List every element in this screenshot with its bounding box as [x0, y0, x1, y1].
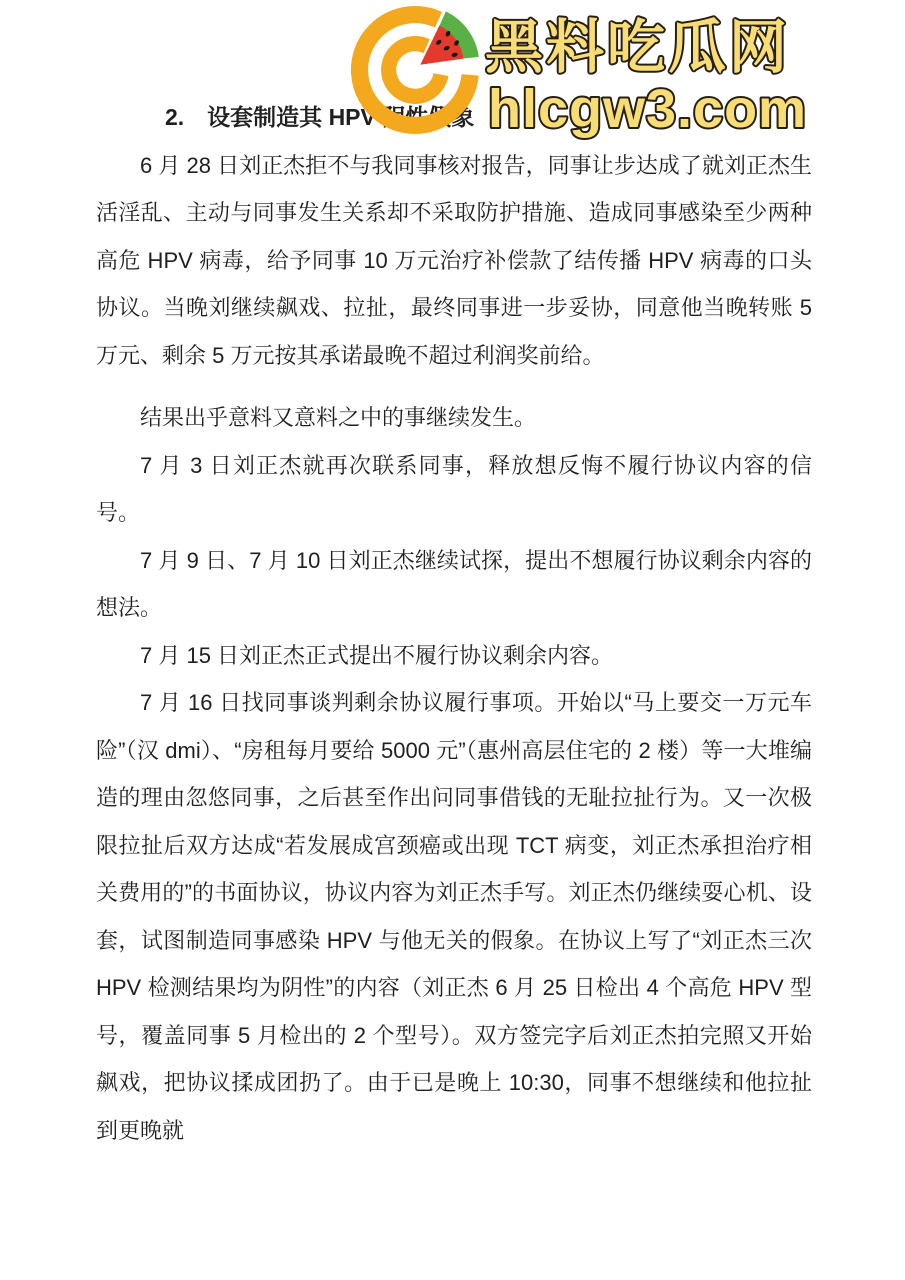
paragraph: 7 月 3 日刘正杰就再次联系同事，释放想反悔不履行协议内容的信号。: [96, 452, 812, 525]
watermark-svg: [345, 0, 807, 140]
paragraph: 7 月 9 日、7 月 10 日刘正杰继续试探，提出不想履行协议剩余内容的想法。: [96, 547, 812, 620]
section-heading: 2. 设套制造其 HPV 阴性假象: [165, 104, 475, 130]
paragraph: 7 月 15 日刘正杰正式提出不履行协议剩余内容。: [140, 642, 614, 668]
watermelon-logo-icon: [360, 9, 481, 125]
site-watermark: [345, 0, 807, 140]
document-content: [96, 94, 812, 1154]
site-url: hlcgw3.com: [488, 79, 807, 139]
paragraph: 结果出乎意料又意料之中的事继续发生。: [140, 405, 537, 430]
paragraph: 6 月 28 日刘正杰拒不与我同事核对报告，同事让步达成了就刘正杰生活淫乱、主动与同事发生关系却不采取防护措施、造成同事感染至少两种高危 HPV 病毒，给予同事 10 万元治疗补偿款了结传播 HPV 病毒的口头协议。当晚刘继续飙戏、拉扯，最终同事进一步妥协，同意他当晚转账 5 万元、剩余 5 万元按其承诺最晚不超过利润奖前给。: [96, 152, 812, 368]
paragraph: 7 月 16 日找同事谈判剩余协议履行事项。开始以“马上要交一万元车险”（汉 dmi）、“房租每月要给 5000 元”（惠州高层住宅的 2 楼）等一大堆编造的理由忽悠同事，之后甚至作出问同事借钱的无耻拉扯行为。又一次极限拉扯后双方达成“若发展成宫颈癌或出现 TCT 病变，刘正杰承担治疗相关费用的”的书面协议，协议内容为刘正杰手写。刘正杰仍继续耍心机、设套，试图制造同事感染 HPV 与他无关的假象。在协议上写了“刘正杰三次 HPV 检测结果均为阴性”的内容（刘正杰 6 月 25 日检出 4 个高危 HPV 型号，覆盖同事 5 月检出的 2 个型号）。双方签完字后刘正杰拍完照又开始飙戏，把协议揉成团扔了。由于已是晚上 10:30，同事不想继续和他拉扯到更晚就: [96, 690, 812, 1143]
site-name: 黑料吃瓜网: [485, 15, 791, 80]
